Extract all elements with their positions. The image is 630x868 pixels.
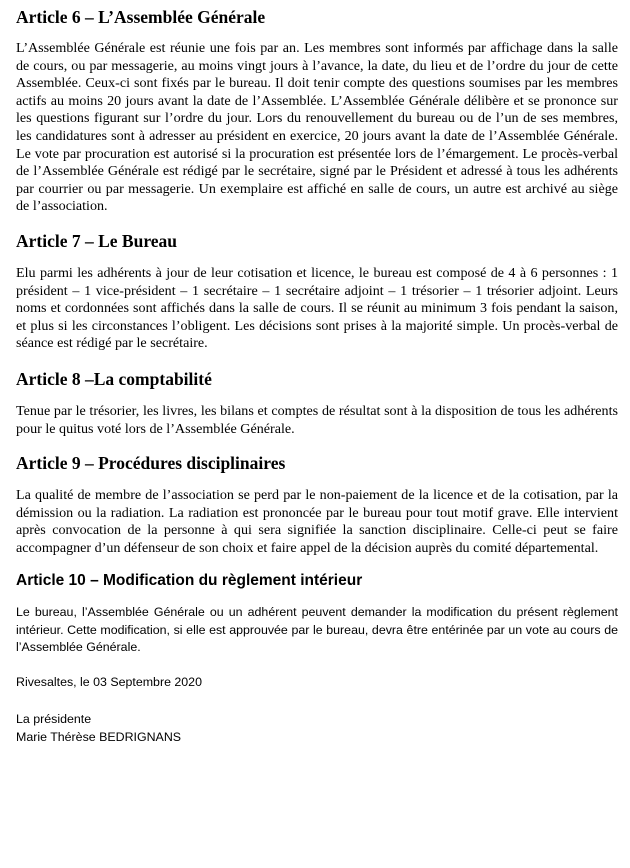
article-10-title: Article 10 – Modification du règlement intérieur (16, 572, 363, 590)
article-9-title: Article 9 – Procédures disciplinaires (16, 453, 286, 474)
article-6-body: L’Assemblée Générale est réunie une fois par an. Les membres sont informés par affichage dans la salle de cours, ou par messagerie, au moins vingt jours à l’avance, la date, du lieu et de l’ordre du jour de cette Assemblée. Ceux-ci sont fixés par le bureau. Il doit tenir compte des questions soumises par les membres actifs au moins 20 jours avant la date de l’Assemblée. L’Assemblée Générale délibère et se prononce sur les questions figurant sur l’ordre du jour. Lors du renouvellement du bureau ou de l’un de ses membres, les candidatures sont à adresser au président en exercice, 20 jours avant la date de l’Assemblée Générale. Le vote par procuration est autorisé si la procuration est présentée lors de l’émargement. Le procès-verbal de l’Assemblée Générale est rédigé par le secrétaire, signé par le Président et adressé à tous les adhérents par courrier ou par messagerie. Un exemplaire est affiché en salle de cours, un autre est archivé au siège de l’association. (16, 40, 618, 215)
article-8-body: Tenue par le trésorier, les livres, les bilans et comptes de résultat sont à la disposition de tous les adhérents pour le quitus voté lors de l’Assemblée Générale. (16, 402, 618, 437)
article-7-title: Article 7 – Le Bureau (16, 230, 178, 251)
article-9 (16, 452, 618, 557)
place-date: Rivesaltes, le 03 Septembre 2020 (16, 674, 202, 689)
article-10 (16, 572, 618, 656)
signatory-name: Marie Thérèse BEDRIGNANS (16, 730, 182, 745)
article-6 (16, 6, 618, 216)
article-7 (16, 230, 618, 353)
article-7-body: Elu parmi les adhérents à jour de leur cotisation et licence, le bureau est composé de 4 à 6 personnes : 1 président – 1 vice-président – 1 secrétaire – 1 secrétaire adjoint – 1 trésorier – 1 trésorier adjoint. Leurs noms et cordonnées sont affichés dans la salle de cours. Il se réunit au minimum 3 fois pendant la saison, et plus si les circonstances l’obligent. Les décisions sont prises à la majorité simple. Un procès-verbal de séance est rédigé par le secrétaire. (16, 264, 618, 352)
article-6-title: Article 6 – L’Assemblée Générale (16, 7, 266, 27)
article-8 (16, 368, 618, 438)
article-8-title: Article 8 –La comptabilité (16, 368, 212, 389)
signatory-title: La présidente (16, 712, 92, 727)
article-10-body: Le bureau, l’Assemblée Générale ou un adhérent peuvent demander la modification du présent règlement intérieur. Cette modification, si elle est approuvée par le bureau, devra être entérinée par un vote au cours de l’Assemblée Générale. (16, 605, 618, 655)
article-9-body: La qualité de membre de l’association se perd par le non-paiement de la licence et de la cotisation, par la démission ou la radiation. La radiation est prononcée par le bureau pour tout motif grave. Elle intervient après convocation de la personne à qui sera signifiée la sanction disciplinaire. Celle-ci peut se faire accompagner d’un défenseur de son choix et faire appel de la décision auprès du comité départemental. (16, 487, 618, 556)
